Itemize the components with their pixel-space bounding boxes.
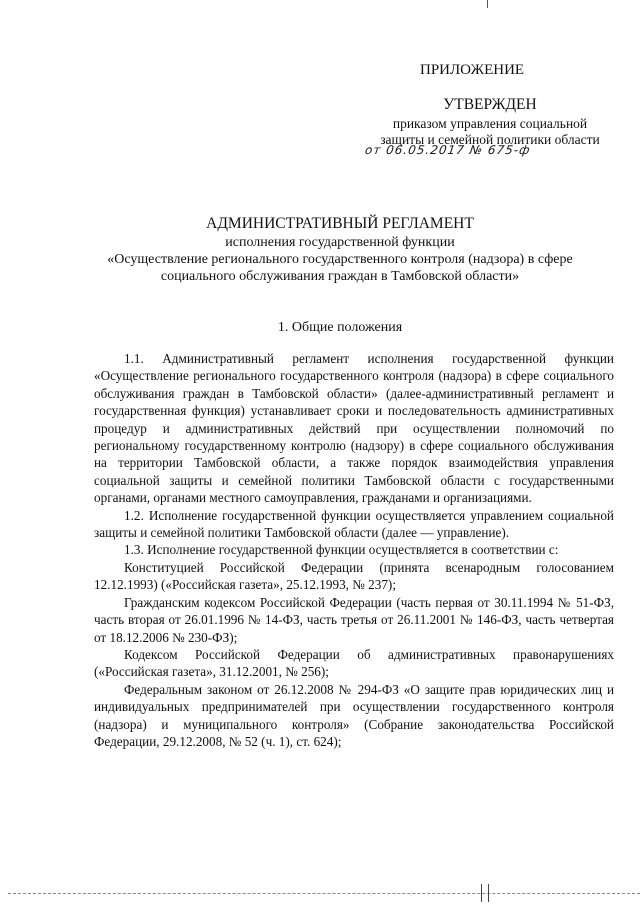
page-bottom-divider (8, 893, 640, 894)
paragraph-federal-law: Федеральным законом от 26.12.2008 № 294-ФЗ «О защите прав юридических лиц и индивидуальных предпринимателей при осуществлении государственного контроля (надзора) и муниципального контроля» (Собрание законодательства Российской Федерации, 29.12.2008, № 52 (ч. 1), ст. 624); (94, 681, 614, 749)
paragraph-civil-code: Гражданским кодексом Российской Федерации (часть первая от 30.11.1994 № 51-ФЗ, часть вторая от 26.01.1996 № 14-ФЗ, часть третья от 26.11.2001 № 146-ФЗ, часть четвертая от 18.12.2006 № 230-ФЗ); (94, 594, 614, 645)
paragraph-constitution: Конституцией Российской Федерации (принята всенародным голосованием 12.12.1993) («Российская газета», 25.12.1993, № 237); (94, 559, 614, 593)
document-title: АДМИНИСТРАТИВНЫЙ РЕГЛАМЕНТ (206, 215, 474, 232)
document-subtitle-3: социального обслуживания граждан в Тамбовской области» (160, 269, 520, 284)
approval-block (360, 96, 620, 148)
order-number-handwritten: от 06.05.2017 № 675-ф (364, 143, 532, 157)
document-subtitle-2: «Осуществление регионального государственного контроля (надзора) в сфере (107, 252, 573, 267)
appendix-label: ПРИЛОЖЕНИЕ (420, 62, 525, 78)
approved-line-1: приказом управления социальной (392, 116, 588, 131)
document-subtitle-1: исполнения государственной функции (225, 235, 455, 250)
document-body (94, 350, 614, 750)
document-title-block (80, 214, 600, 285)
approved-line-2: защиты и семейной политики области (380, 132, 600, 147)
scan-mark-bottom (481, 884, 489, 902)
approved-label: УТВЕРЖДЕН (443, 96, 537, 113)
paragraph-1-2: 1.2. Исполнение государственной функции осуществляется управлением социальной защиты и семейной политики Тамбовской области (далее — управление). (94, 507, 614, 541)
section-heading: 1. Общие положения (277, 320, 403, 335)
scan-mark-top (487, 0, 488, 8)
paragraph-1-3: 1.3. Исполнение государственной функции осуществляется в соответствии с: (124, 542, 559, 558)
paragraph-1-1: 1.1. Административный регламент исполнения государственной функции «Осуществление регионального государственного контроля (надзора) в сфере социального обслуживания граждан в Тамбовской области» (далее-административный регламент и государственная функция) устанавливает сроки и последовательность административных процедур и административных действий при осуществлении полномочий по региональному государственному контролю (надзору) в сфере социального обслуживания на территории Тамбовской области, а также порядок взаимодействия управления социальной защиты и семейной политики Тамбовской области с государственными органами, органами местного самоуправления, гражданами и организациями. (94, 351, 614, 506)
paragraph-admin-code: Кодексом Российской Федерации об административных правонарушениях («Российская газета», 31.12.2001, № 256); (94, 646, 614, 680)
